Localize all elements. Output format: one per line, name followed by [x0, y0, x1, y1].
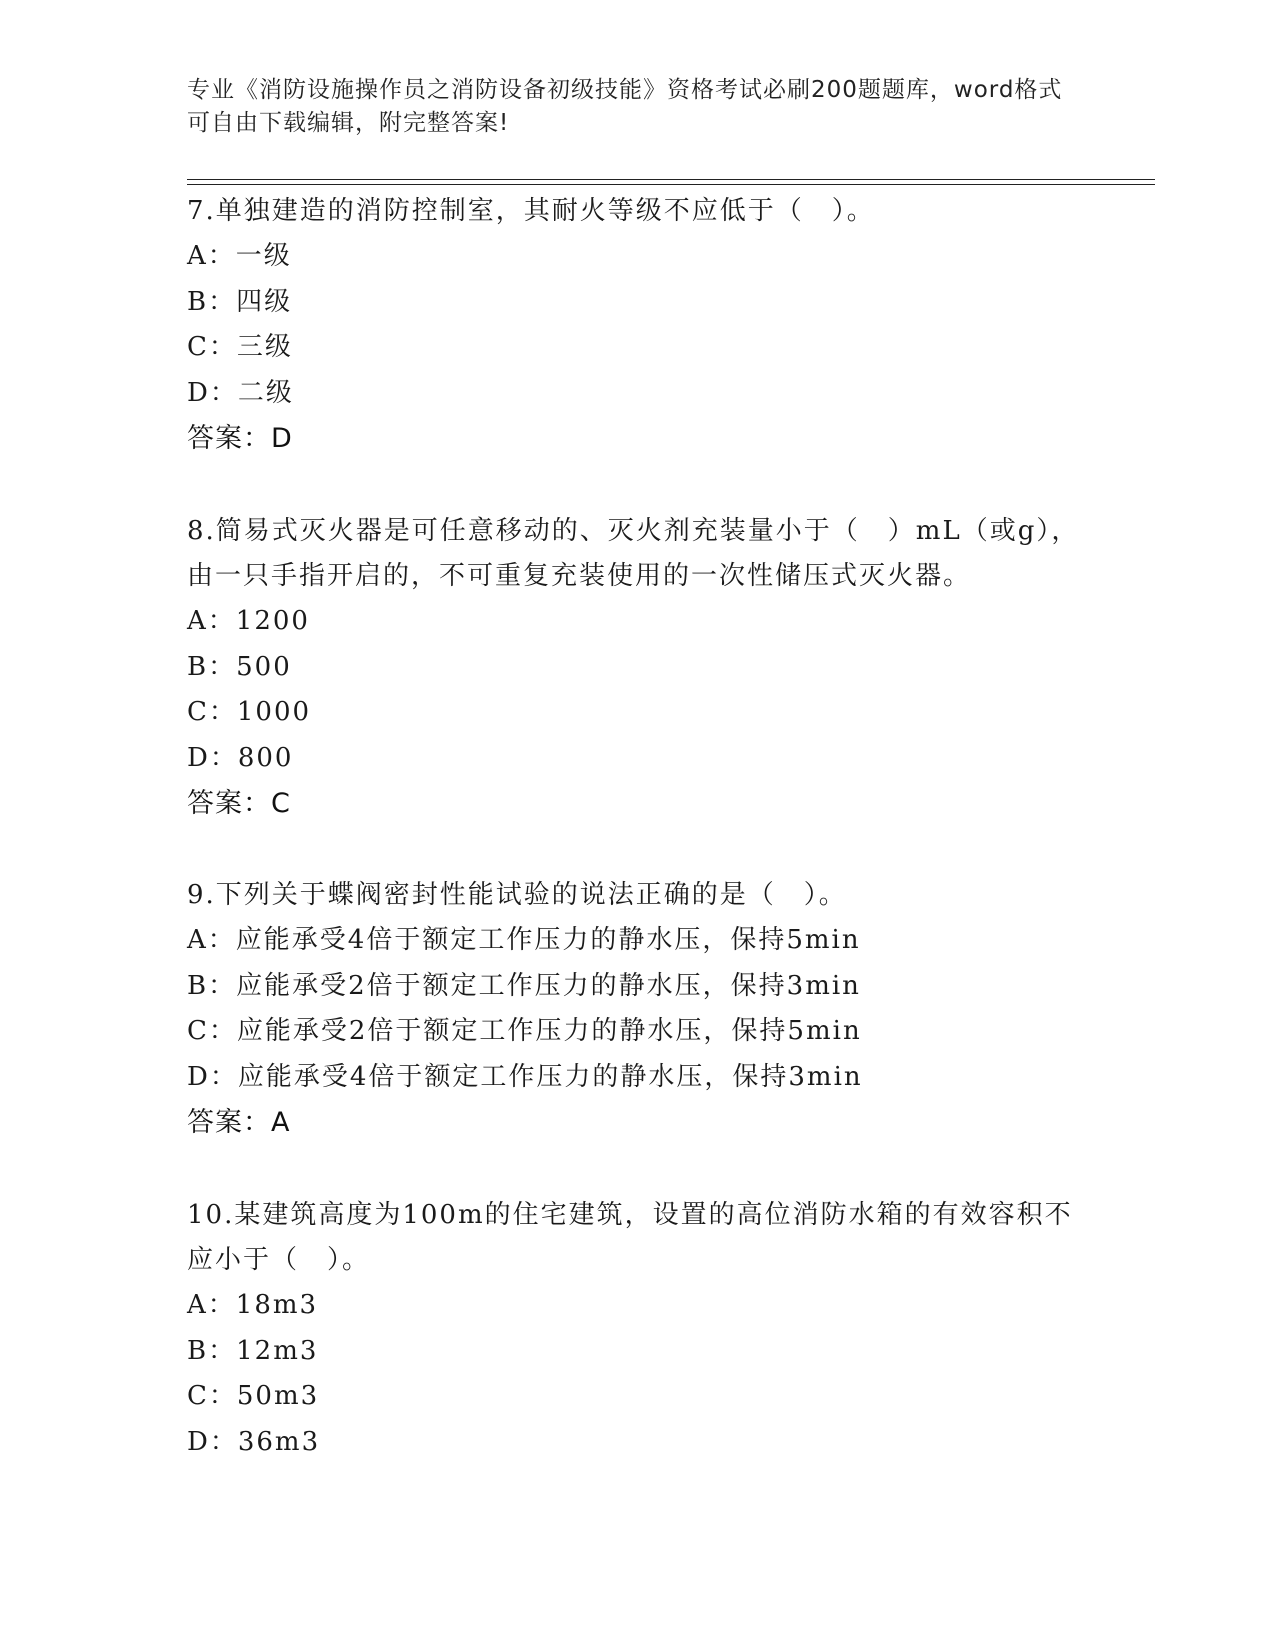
- option-c: C：应能承受2倍于额定工作压力的静水压，保持5min: [187, 1016, 862, 1046]
- option-a: A：应能承受4倍于额定工作压力的静水压，保持5min: [187, 925, 861, 955]
- option-c: C：1000: [187, 697, 312, 727]
- option-c: C：三级: [187, 332, 293, 362]
- document-header: 专业《消防设施操作员之消防设备初级技能》资格考试必刷200题题库，word格式可自由下载编辑，附完整答案!: [187, 77, 1063, 136]
- header-divider-bottom: [187, 184, 1155, 185]
- question-9: [187, 873, 1087, 1146]
- option-d: D：36m3: [187, 1426, 321, 1457]
- answer-line: 答案：D: [187, 423, 293, 454]
- option-b: B：500: [187, 651, 292, 682]
- question-stem: 10.某建筑高度为100m的住宅建筑，设置的高位消防水箱的有效容积不应小于（ ）。: [187, 1200, 1073, 1275]
- answer-line: 答案：C: [187, 788, 291, 819]
- option-a: A：1200: [187, 606, 310, 636]
- question-stem: 8.简易式灭火器是可任意移动的、灭火剂充装量小于（ ）mL（或g），由一只手指开启的，不可重复充装使用的一次性储压式灭火器。: [187, 516, 1080, 591]
- option-d: D：应能承受4倍于额定工作压力的静水压，保持3min: [187, 1061, 863, 1092]
- option-b: B：12m3: [187, 1335, 319, 1366]
- option-d: D：800: [187, 742, 294, 773]
- option-b: B：应能承受2倍于额定工作压力的静水压，保持3min: [187, 970, 861, 1001]
- header-divider-top: [187, 179, 1155, 180]
- answer-line: 答案：A: [187, 1107, 291, 1138]
- question-stem: 9.下列关于蝶阀密封性能试验的说法正确的是（ ）。: [187, 880, 847, 910]
- option-a: A：18m3: [187, 1290, 319, 1320]
- question-7: [187, 189, 1087, 462]
- question-stem: 7.单独建造的消防控制室，其耐火等级不应低于（ ）。: [187, 196, 875, 226]
- option-c: C：50m3: [187, 1381, 320, 1411]
- question-8: [187, 509, 1087, 827]
- option-d: D：二级: [187, 377, 294, 408]
- option-a: A：一级: [187, 241, 292, 271]
- option-b: B：四级: [187, 286, 293, 317]
- question-10: [187, 1193, 1087, 1465]
